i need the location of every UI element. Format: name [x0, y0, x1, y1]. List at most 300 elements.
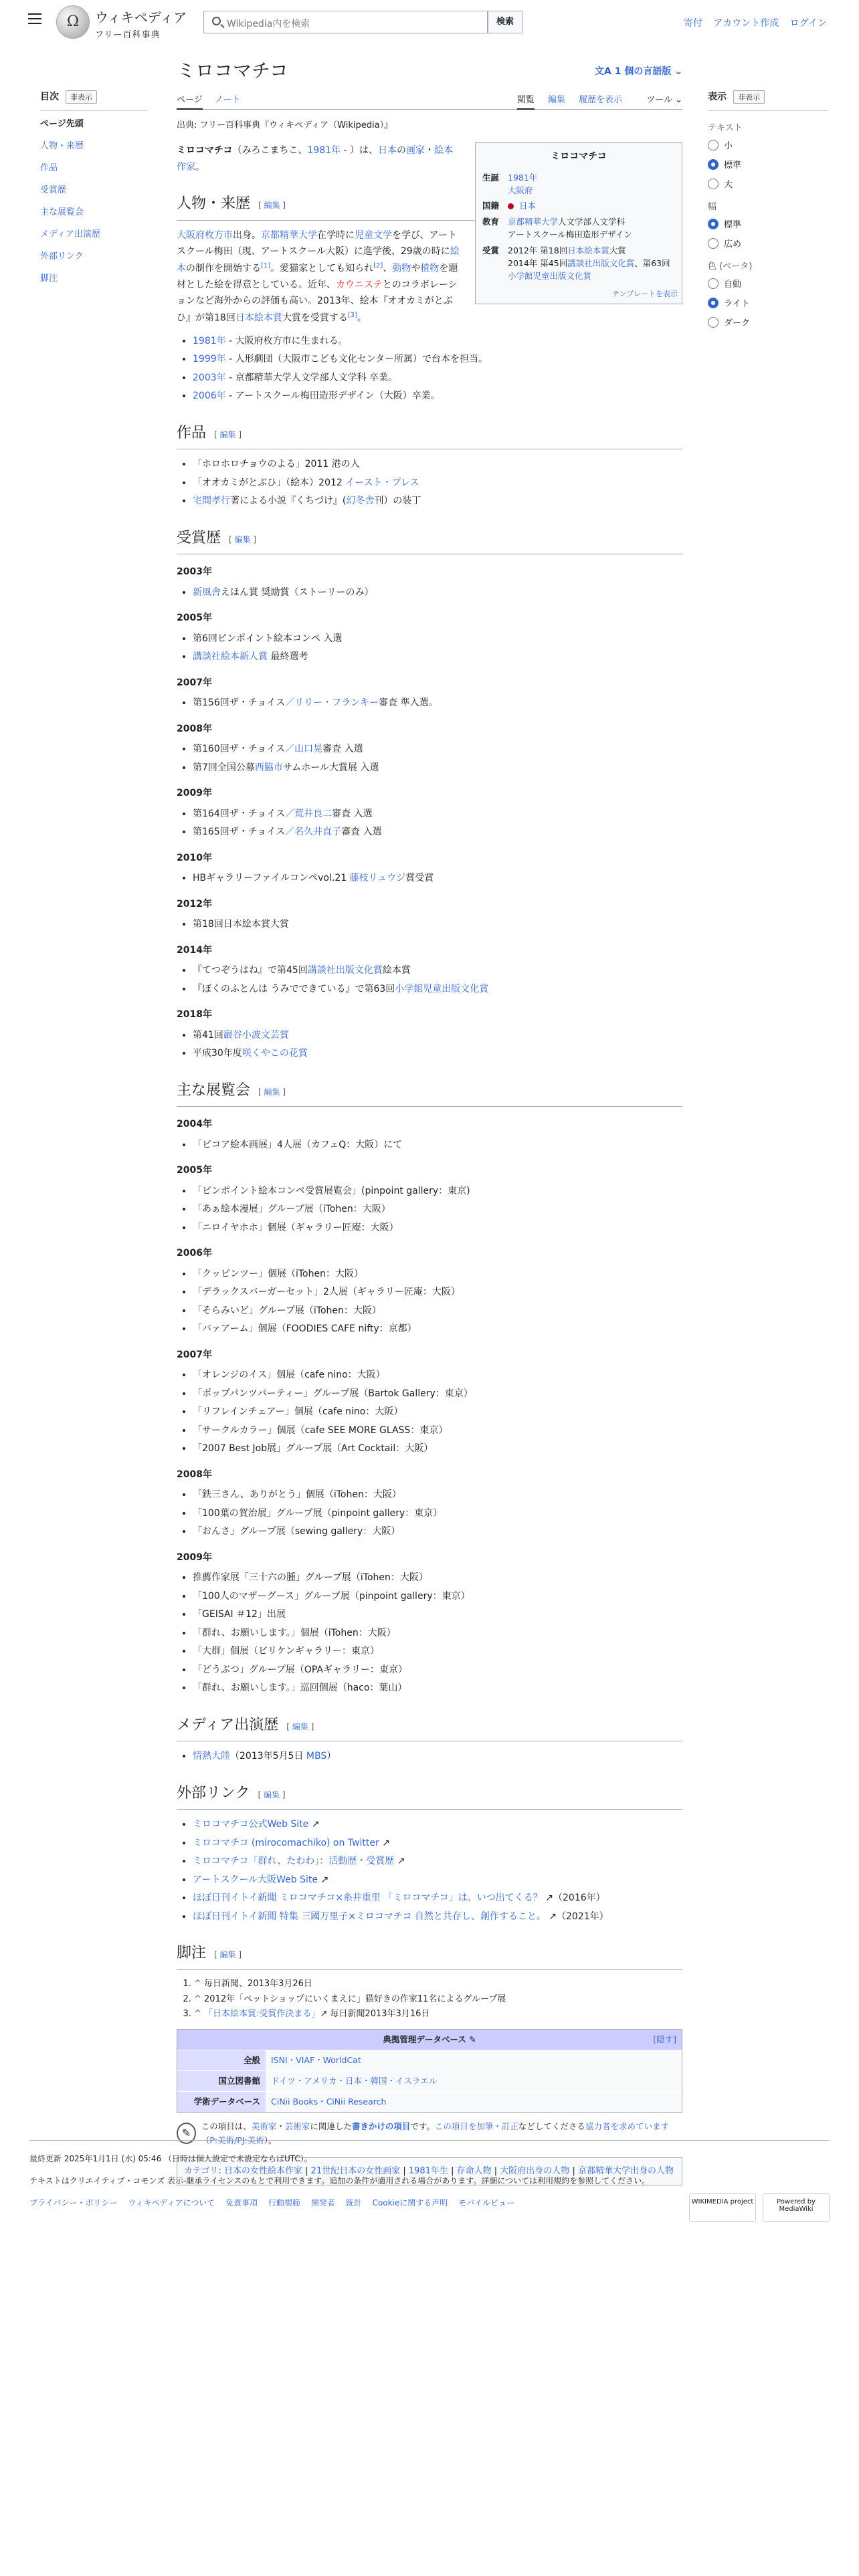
heading-notes: [177, 1941, 682, 1970]
radio-label: 小: [724, 141, 733, 151]
wikipedia-wordmark[interactable]: [95, 7, 187, 40]
article-body: [177, 142, 682, 2185]
awards-list: [177, 631, 682, 665]
text: 絵本賞: [382, 965, 411, 976]
year-heading: 2007年: [177, 1349, 212, 1360]
wikimedia-badge[interactable]: WIKIMEDIA project: [689, 2193, 756, 2222]
infobox-row-born: [480, 170, 678, 199]
list-item: • 第6回ピンポイント絵本コンペ 入選: [193, 631, 682, 647]
toc-item-works[interactable]: 作品: [40, 163, 58, 173]
page-footer: [29, 2140, 830, 2220]
width-label: 幅: [708, 202, 717, 212]
infobox-title: ミロコマチコ: [551, 151, 607, 162]
external-link-icon: ↗: [320, 2009, 328, 2020]
color-light-radio[interactable]: [708, 296, 828, 309]
external-link-icon: ↗: [545, 1911, 557, 1922]
language-icon: 文A: [595, 66, 615, 77]
infobox-link[interactable]: 小学館児童出版文化賞: [508, 271, 592, 282]
radio-circle[interactable]: [708, 179, 719, 189]
link[interactable]: 植物: [420, 263, 440, 274]
text: 毎日新聞2013年3月16日: [327, 2009, 430, 2020]
year-heading: 2004年: [177, 1119, 212, 1130]
exhibition-list: [177, 1367, 682, 1457]
text: 最終選考: [268, 651, 308, 663]
awards-list: [177, 695, 682, 712]
text: この項目は、: [201, 2121, 252, 2131]
authority-row: [177, 2070, 682, 2091]
page-title: ミロコマチコ: [177, 60, 288, 82]
external-link[interactable]: アートスクール大阪Web Site: [193, 1874, 318, 1885]
authority-hide-button[interactable]: [隠す]: [653, 2034, 676, 2045]
list-item: • 「ニロイヤホホ」個展（ギャラリー匠庵：大阪）: [193, 1220, 682, 1237]
list-item: [193, 962, 682, 979]
infobox-row-awards: [480, 243, 678, 284]
text: （2016年）: [553, 1893, 605, 1904]
heading-text: 受賞歴: [177, 529, 221, 546]
list-item: [193, 741, 682, 758]
heading-text: 主な展覧会: [177, 1081, 251, 1099]
category-links: カテゴリ: 日本の女性絵本作家 | 21世紀日本の女性画家 | 1981年生 | 存命人物 | 大阪府出身の人物 | 京都精華大学出身の人物: [177, 2157, 682, 2185]
radio-circle[interactable]: [708, 140, 719, 150]
link[interactable]: ／山口晃: [285, 744, 323, 755]
link[interactable]: 藤枝リュウジ: [349, 873, 406, 884]
list-item: • 「100葉の賀治展」グループ展（pinpoint gallery：東京）: [193, 1505, 682, 1522]
text-size-large-radio[interactable]: [708, 177, 828, 190]
radio-label: 大: [724, 180, 733, 190]
link[interactable]: 日本絵本賞: [235, 312, 282, 324]
footer-link[interactable]: 統計: [345, 2198, 362, 2208]
authority-header: [177, 2030, 682, 2050]
toc-item-top[interactable]: ページ先頭: [40, 119, 84, 129]
categories-label-link[interactable]: カテゴリ: [184, 2166, 219, 2177]
link[interactable]: 書きかけの項目: [351, 2121, 411, 2131]
text: とのコラボレーションなど海外からの評価も高い。2013年、絵本『オオカミがとぶひ』が第18回: [177, 279, 458, 324]
authority-title: 典拠管理データベース: [383, 2034, 466, 2045]
toc-item-external[interactable]: 外部リンク: [40, 251, 84, 261]
list-item: • 「クッピンツー」個展（iTohen：大阪）: [193, 1266, 682, 1283]
exhibition-list: [177, 1570, 682, 1697]
year-heading: 2009年: [177, 1551, 212, 1563]
footnote-ref[interactable]: [2]: [373, 261, 383, 270]
pencil-icon[interactable]: ✎: [466, 2034, 476, 2045]
text: （みろこまちこ、: [232, 145, 308, 156]
awards-list: [177, 870, 682, 887]
search-input[interactable]: [203, 11, 488, 33]
list-item: • 「リフレインチェアー」個展（cafe nino：大阪）: [193, 1404, 682, 1420]
tab-talk[interactable]: ノート: [214, 95, 241, 105]
color-auto-radio[interactable]: [708, 277, 828, 290]
notes-list: [177, 1977, 682, 2022]
text: ）: [326, 1751, 337, 1762]
toc-item-exhibitions[interactable]: 主な展覧会: [40, 207, 84, 217]
external-link[interactable]: ミロコマチコ「群れ、たわわ」：活動歴・受賞歴: [193, 1856, 395, 1867]
edit-link[interactable]: 編集: [264, 1790, 280, 1800]
link[interactable]: 情熱大陸: [193, 1751, 230, 1762]
text: 刊）の装丁: [374, 496, 421, 507]
link[interactable]: 1981年: [193, 335, 226, 346]
link[interactable]: 2006年: [193, 391, 226, 402]
list-item: [193, 388, 682, 405]
footer-link[interactable]: 開発者: [310, 2198, 335, 2208]
infobox-link[interactable]: 京都精華大学: [508, 216, 559, 227]
heading-text: 脚注: [177, 1945, 207, 1962]
infobox-text: 2012年 第18回: [508, 245, 568, 255]
bio-list: [177, 333, 682, 405]
search-form: [203, 11, 520, 33]
link[interactable]: 講談社絵本新人賞: [193, 651, 268, 663]
footer-link[interactable]: モバイルビュー: [458, 2198, 515, 2208]
toc-hide-button[interactable]: 非表示: [66, 90, 97, 104]
edit-link[interactable]: 編集: [219, 429, 236, 439]
category-link[interactable]: 大阪府出身の人物: [500, 2166, 570, 2177]
text: 審査 入選: [332, 808, 373, 819]
list-item: [193, 1909, 682, 1925]
text: 。愛猫家としても知られ: [270, 263, 374, 274]
heading-media: [177, 1713, 682, 1742]
appearance-hide-button[interactable]: 非表示: [733, 90, 765, 104]
link[interactable]: 絵本: [177, 246, 460, 274]
text: （2013年5月5日: [230, 1751, 306, 1762]
list-item: [193, 1835, 682, 1852]
external-link[interactable]: ほぼ日刊イトイ新聞 特集 三國万里子×ミロコマチコ 自然と共存し、創作すること。: [193, 1911, 546, 1922]
infobox-link[interactable]: 講談社出版文化賞: [567, 257, 635, 268]
exhibition-list: [177, 1183, 682, 1237]
toc-item-bio[interactable]: 人物・来歴: [40, 141, 84, 151]
list-item: • 「GEISAI ＃12」出展: [193, 1606, 682, 1623]
main-content: [177, 58, 682, 2185]
list-item: [193, 824, 682, 841]
exhibitions-list: [177, 1116, 682, 1697]
text-size-label: テキスト: [708, 123, 743, 133]
width-wide-radio[interactable]: [708, 237, 828, 249]
link[interactable]: 児童文学: [355, 229, 392, 241]
year-heading: 2014年: [177, 944, 212, 956]
intro-name: ミロコマチコ: [177, 145, 233, 156]
tab-page[interactable]: ページ: [177, 95, 203, 110]
footer-link[interactable]: 行動規範: [268, 2198, 301, 2208]
main-menu-icon[interactable]: [28, 13, 41, 24]
year-heading: 2008年: [177, 1469, 212, 1480]
text: 著による小説『くちづけ』(: [230, 496, 347, 507]
text: 。: [357, 312, 367, 324]
text: に関連した: [310, 2121, 352, 2131]
text: 審査 準入選。: [379, 697, 438, 709]
edit-link[interactable]: 編集: [264, 1087, 280, 1097]
footnote-backlink[interactable]: ^: [194, 2009, 201, 2020]
list-item: • 「ホロホロチョウのよる」2011 港の人: [193, 456, 682, 473]
login-link[interactable]: ログイン: [789, 18, 827, 29]
category-link[interactable]: 21世紀日本の女性画家: [310, 2166, 401, 2177]
infobox-link[interactable]: 1981年: [508, 172, 538, 183]
edit-link[interactable]: 編集: [234, 534, 251, 544]
list-item: [193, 1816, 682, 1833]
footer-link[interactable]: プライバシー・ポリシー: [29, 2198, 118, 2208]
appearance-divider: [708, 110, 828, 111]
redlink[interactable]: カウニステ: [336, 279, 383, 290]
link[interactable]: ／荒井良二: [285, 808, 332, 819]
link[interactable]: 大阪府: [177, 229, 205, 241]
year-heading: 2007年: [177, 677, 212, 688]
infobox-label: 生誕: [482, 172, 500, 183]
text: ・: [276, 2121, 285, 2131]
text: 賞受賞: [405, 873, 434, 884]
text: 審査 入選: [341, 827, 382, 838]
link[interactable]: イースト・プレス: [345, 477, 419, 488]
exhibition-list: [177, 1266, 682, 1337]
list-item: • 「ピコア絵本画展」4人展（カフェQ：大阪）にて: [193, 1137, 682, 1154]
text: の制作を開始する: [186, 263, 261, 274]
radio-circle-selected[interactable]: [708, 159, 719, 170]
toc-title-text: 目次: [40, 92, 59, 102]
footnote-ref[interactable]: [3]: [347, 311, 357, 319]
footnote-backlink[interactable]: ^: [194, 1978, 201, 1989]
text: - 人形劇団（大阪市こども文化センター所属）で台本を担当。: [225, 354, 488, 365]
category-link[interactable]: 1981年生: [408, 2166, 448, 2177]
infobox-link[interactable]: 日本絵本賞: [567, 245, 609, 255]
infobox-text: アートスクール梅田造形デザイン: [508, 229, 632, 240]
heading-exhibitions: [177, 1078, 682, 1107]
link[interactable]: 1999年: [193, 354, 226, 365]
link[interactable]: 協力者を求めています: [585, 2121, 669, 2131]
text: ）。: [264, 2135, 277, 2146]
link[interactable]: P:美術/PJ:美術: [209, 2135, 264, 2146]
text: 。: [195, 161, 205, 173]
footer-link[interactable]: 免責事項: [225, 2198, 258, 2208]
text: 在学時に: [317, 229, 355, 241]
year-heading: 2012年: [177, 898, 212, 909]
edit-section: [ 編集 ]: [258, 1087, 286, 1097]
category-link[interactable]: 京都精華大学出身の人物: [577, 2166, 674, 2177]
footer-link[interactable]: Cookieに関する声明: [372, 2198, 448, 2208]
year-heading: 2006年: [177, 1248, 212, 1259]
link[interactable]: 絵本作家: [177, 145, 454, 173]
works-list: [177, 456, 682, 510]
wikipedia-logo[interactable]: Ω: [56, 5, 90, 39]
language-button[interactable]: [595, 64, 682, 78]
link[interactable]: MBS: [306, 1751, 327, 1762]
heading-text: メディア出演歴: [177, 1716, 279, 1733]
link[interactable]: 新風舎: [193, 586, 221, 598]
toc-item-awards[interactable]: 受賞歴: [40, 185, 67, 195]
mediawiki-badge[interactable]: Powered by MediaWiki: [763, 2193, 830, 2222]
search-placeholder: Wikipedia内を検索: [227, 19, 310, 29]
link[interactable]: この項目を加筆・訂正: [434, 2121, 518, 2131]
radio-label: 標準: [724, 160, 742, 171]
list-item: [193, 1890, 682, 1907]
edit-section: [ 編集 ]: [258, 1790, 286, 1800]
site-header: [0, 0, 859, 43]
radio-circle[interactable]: [708, 238, 719, 249]
text: です。: [410, 2121, 435, 2131]
edit-section: [ 編集 ]: [258, 201, 286, 210]
category-link[interactable]: 日本の女性絵本作家: [224, 2166, 303, 2177]
page-tabs: [177, 87, 682, 110]
infobox-text: 2014年 第45回: [508, 257, 568, 268]
appearance-title-text: 表示: [708, 92, 727, 102]
tab-read[interactable]: 閲覧: [517, 95, 535, 110]
text: を題材とした絵を得意としている。近年、: [177, 263, 458, 290]
text: （: [201, 2135, 210, 2146]
list-item: [193, 870, 682, 887]
list-item: • 「サークルカラー」個展（cafe SEE MORE GLASS：東京）: [193, 1422, 682, 1439]
link[interactable]: 講談社出版文化賞: [307, 965, 383, 976]
footnote: [194, 2007, 682, 2022]
media-list: [177, 1748, 682, 1765]
external-link[interactable]: ミロコマチコ (mirocomachiko) on Twitter: [193, 1837, 379, 1848]
infobox: [475, 142, 682, 304]
create-account-link[interactable]: アカウント作成: [713, 18, 779, 29]
text: - 大阪府枚方市に生まれる。: [225, 335, 348, 346]
infobox-label: 国籍: [482, 201, 500, 211]
tab-edit[interactable]: 編集: [547, 95, 565, 105]
donate-link[interactable]: 寄付: [683, 18, 702, 29]
infobox-row-education: [480, 214, 678, 243]
footnote-ref[interactable]: [1]: [261, 261, 271, 270]
width-standard-radio[interactable]: [708, 217, 828, 230]
tab-tools[interactable]: ツール ⌄: [646, 95, 682, 105]
text: 第165回ザ・チョイス: [193, 827, 286, 838]
edit-section: [ 編集 ]: [214, 429, 242, 439]
infobox-link[interactable]: 大阪府: [508, 185, 533, 196]
edit-section: [ 編集 ]: [286, 1721, 314, 1731]
search-button[interactable]: 検索: [488, 11, 522, 33]
text: 毎日新聞、2013年3月26日: [201, 1978, 312, 1989]
list-item: • 「群れ、お願いします。」個展（iTohen：大阪）: [193, 1625, 682, 1642]
external-link-icon: ↗: [318, 1874, 329, 1885]
link[interactable]: 芸術家: [284, 2121, 310, 2131]
text: 「オオカミがとぶひ」（絵本）2012: [193, 477, 346, 488]
toc-divider: [40, 110, 147, 111]
external-link[interactable]: ミロコマチコ公式Web Site: [193, 1819, 309, 1830]
authority-row: [177, 2050, 682, 2070]
text: 第156回ザ・チョイス: [193, 697, 286, 709]
text: を学び、アートスクール梅田（現、アートスクール大阪）に進学後、29歳の時に: [177, 229, 458, 257]
text-size-standard-radio[interactable]: [708, 158, 828, 171]
list-item: • 「大群」個展（ビリケンギャラリー：東京）: [193, 1643, 682, 1660]
link[interactable]: 幻冬舎: [346, 496, 375, 507]
category-link[interactable]: 存命人物: [456, 2166, 492, 2177]
link[interactable]: 西脇市: [254, 762, 283, 773]
edit-link[interactable]: 編集: [292, 1721, 308, 1731]
list-item: [193, 333, 682, 350]
link[interactable]: 日本: [378, 145, 397, 156]
authority-value[interactable]: ドイツ・アメリカ・日本・韓国・イスラエル: [266, 2071, 682, 2091]
year-heading: 2010年: [177, 852, 212, 863]
link[interactable]: 咲くやこの花賞: [242, 1048, 308, 1059]
external-link[interactable]: ほぼ日刊イトイ新聞 ミロコマチコ×糸井重里 「ミロコマチコ」は、いつ出てくる？: [193, 1893, 543, 1904]
radio-circle[interactable]: [708, 278, 719, 289]
link[interactable]: 1981年: [307, 145, 341, 156]
authority-row: [177, 2091, 682, 2112]
toc-item-notes[interactable]: 脚注: [40, 274, 58, 284]
text: - アートスクール梅田造形デザイン（大阪）卒業。: [225, 391, 440, 402]
link[interactable]: 画家: [406, 145, 425, 156]
radio-label: 広め: [724, 239, 742, 249]
link[interactable]: ／リリー・フランキー: [285, 697, 379, 709]
external-link[interactable]: 「日本絵本賞:受賞作決まる」: [204, 2009, 320, 2020]
list-item: [193, 760, 682, 776]
heading-external: [177, 1781, 682, 1810]
edit-link[interactable]: 編集: [264, 201, 280, 210]
link[interactable]: 2003年: [193, 372, 226, 383]
list-item: • 「2007 Best Job展」グループ展（Art Cocktail：大阪）: [193, 1440, 682, 1457]
text: 平成30年度: [193, 1048, 242, 1059]
list-item: • 第18回日本絵本賞大賞: [193, 916, 682, 933]
year-heading: 2008年: [177, 723, 212, 734]
footer-link[interactable]: ウィキペディアについて: [128, 2198, 215, 2208]
tab-history[interactable]: 履歴を表示: [579, 95, 623, 105]
chevron-down-icon: ⌄: [671, 66, 682, 77]
year-heading: 2003年: [177, 566, 212, 578]
text: 第160回ザ・チョイス: [193, 744, 286, 755]
footnote-backlink[interactable]: ^: [194, 1994, 201, 2004]
infobox-link[interactable]: 日本: [518, 201, 536, 211]
authority-value[interactable]: CiNii Books・CiNii Research: [266, 2092, 682, 2112]
authority-label: 全般: [177, 2050, 266, 2070]
text: 『てつぞうはね』で第45回: [193, 965, 308, 976]
link[interactable]: 京都精華大学: [261, 229, 317, 241]
link[interactable]: 枚方市: [205, 229, 233, 241]
radio-circle-selected[interactable]: [708, 219, 719, 229]
link[interactable]: 美術家: [251, 2121, 277, 2131]
link[interactable]: ／名久井直子: [285, 827, 342, 838]
link[interactable]: 巖谷小波文芸賞: [223, 1029, 289, 1041]
authority-value[interactable]: ISNI・VIAF・WorldCat: [266, 2050, 682, 2070]
list-item: • 「おんさ」グループ展（sewing gallery：大阪）: [193, 1523, 682, 1540]
external-link-icon: ↗: [542, 1893, 553, 1904]
text: HBギャラリーファイルコンペvol.21: [193, 873, 350, 884]
edit-link[interactable]: 編集: [219, 1950, 236, 1960]
infobox-row-nationality: [480, 198, 678, 213]
color-label: 色 (ベータ): [708, 261, 753, 272]
template-link[interactable]: テンプレートを表示: [611, 289, 678, 298]
infobox-text: 大賞: [609, 245, 626, 255]
exhibition-list: [177, 1487, 682, 1540]
toc-item-media[interactable]: メディア出演歴: [40, 229, 100, 239]
user-links: [676, 16, 827, 29]
awards-list: [177, 584, 682, 601]
exhibition-list: [177, 1137, 682, 1154]
heading-text: 作品: [177, 424, 207, 441]
link[interactable]: 動物: [392, 263, 411, 274]
text: 、: [383, 263, 393, 274]
list-item: [193, 1045, 682, 1062]
list-item: • 「そらみいど」グループ展（iTohen：大阪）: [193, 1303, 682, 1319]
text: の: [397, 145, 407, 156]
text: 2012年「ペットショップにいくまえに」猫好きの作家11名によるグループ展: [201, 1994, 506, 2004]
text: ・: [425, 145, 435, 156]
list-item: [193, 981, 682, 998]
site-tagline: フリー百科事典: [95, 30, 161, 40]
list-item: • 「どうぶつ」グループ展（OPAギャラリー：東京）: [193, 1662, 682, 1679]
radio-circle[interactable]: [708, 317, 719, 328]
awards-list: [177, 962, 682, 997]
list-item: • 「オレンジのイス」個展（cafe nino：大阪）: [193, 1367, 682, 1384]
external-link-icon: ↗: [308, 1819, 320, 1830]
text: 審査 入選: [322, 744, 363, 755]
list-item: • 「100人のマザーグース」グループ展（pinpoint gallery：東京）: [193, 1588, 682, 1605]
external-link-icon: ↗: [379, 1837, 390, 1848]
text-size-small-radio[interactable]: [708, 138, 828, 151]
from-line: 出典: フリー百科事典『ウィキペディア（Wikipedia）』: [177, 120, 393, 130]
color-dark-radio[interactable]: [708, 316, 828, 328]
link[interactable]: 宅間孝行: [193, 496, 230, 507]
appearance-title: [708, 90, 828, 104]
authority-control: [177, 2029, 682, 2113]
link[interactable]: 小学館児童出版文化賞: [395, 983, 489, 994]
list-item: • 「鉄三さん、ありがとう」個展（iTohen：大阪）: [193, 1487, 682, 1503]
radio-circle-selected[interactable]: [708, 298, 719, 308]
